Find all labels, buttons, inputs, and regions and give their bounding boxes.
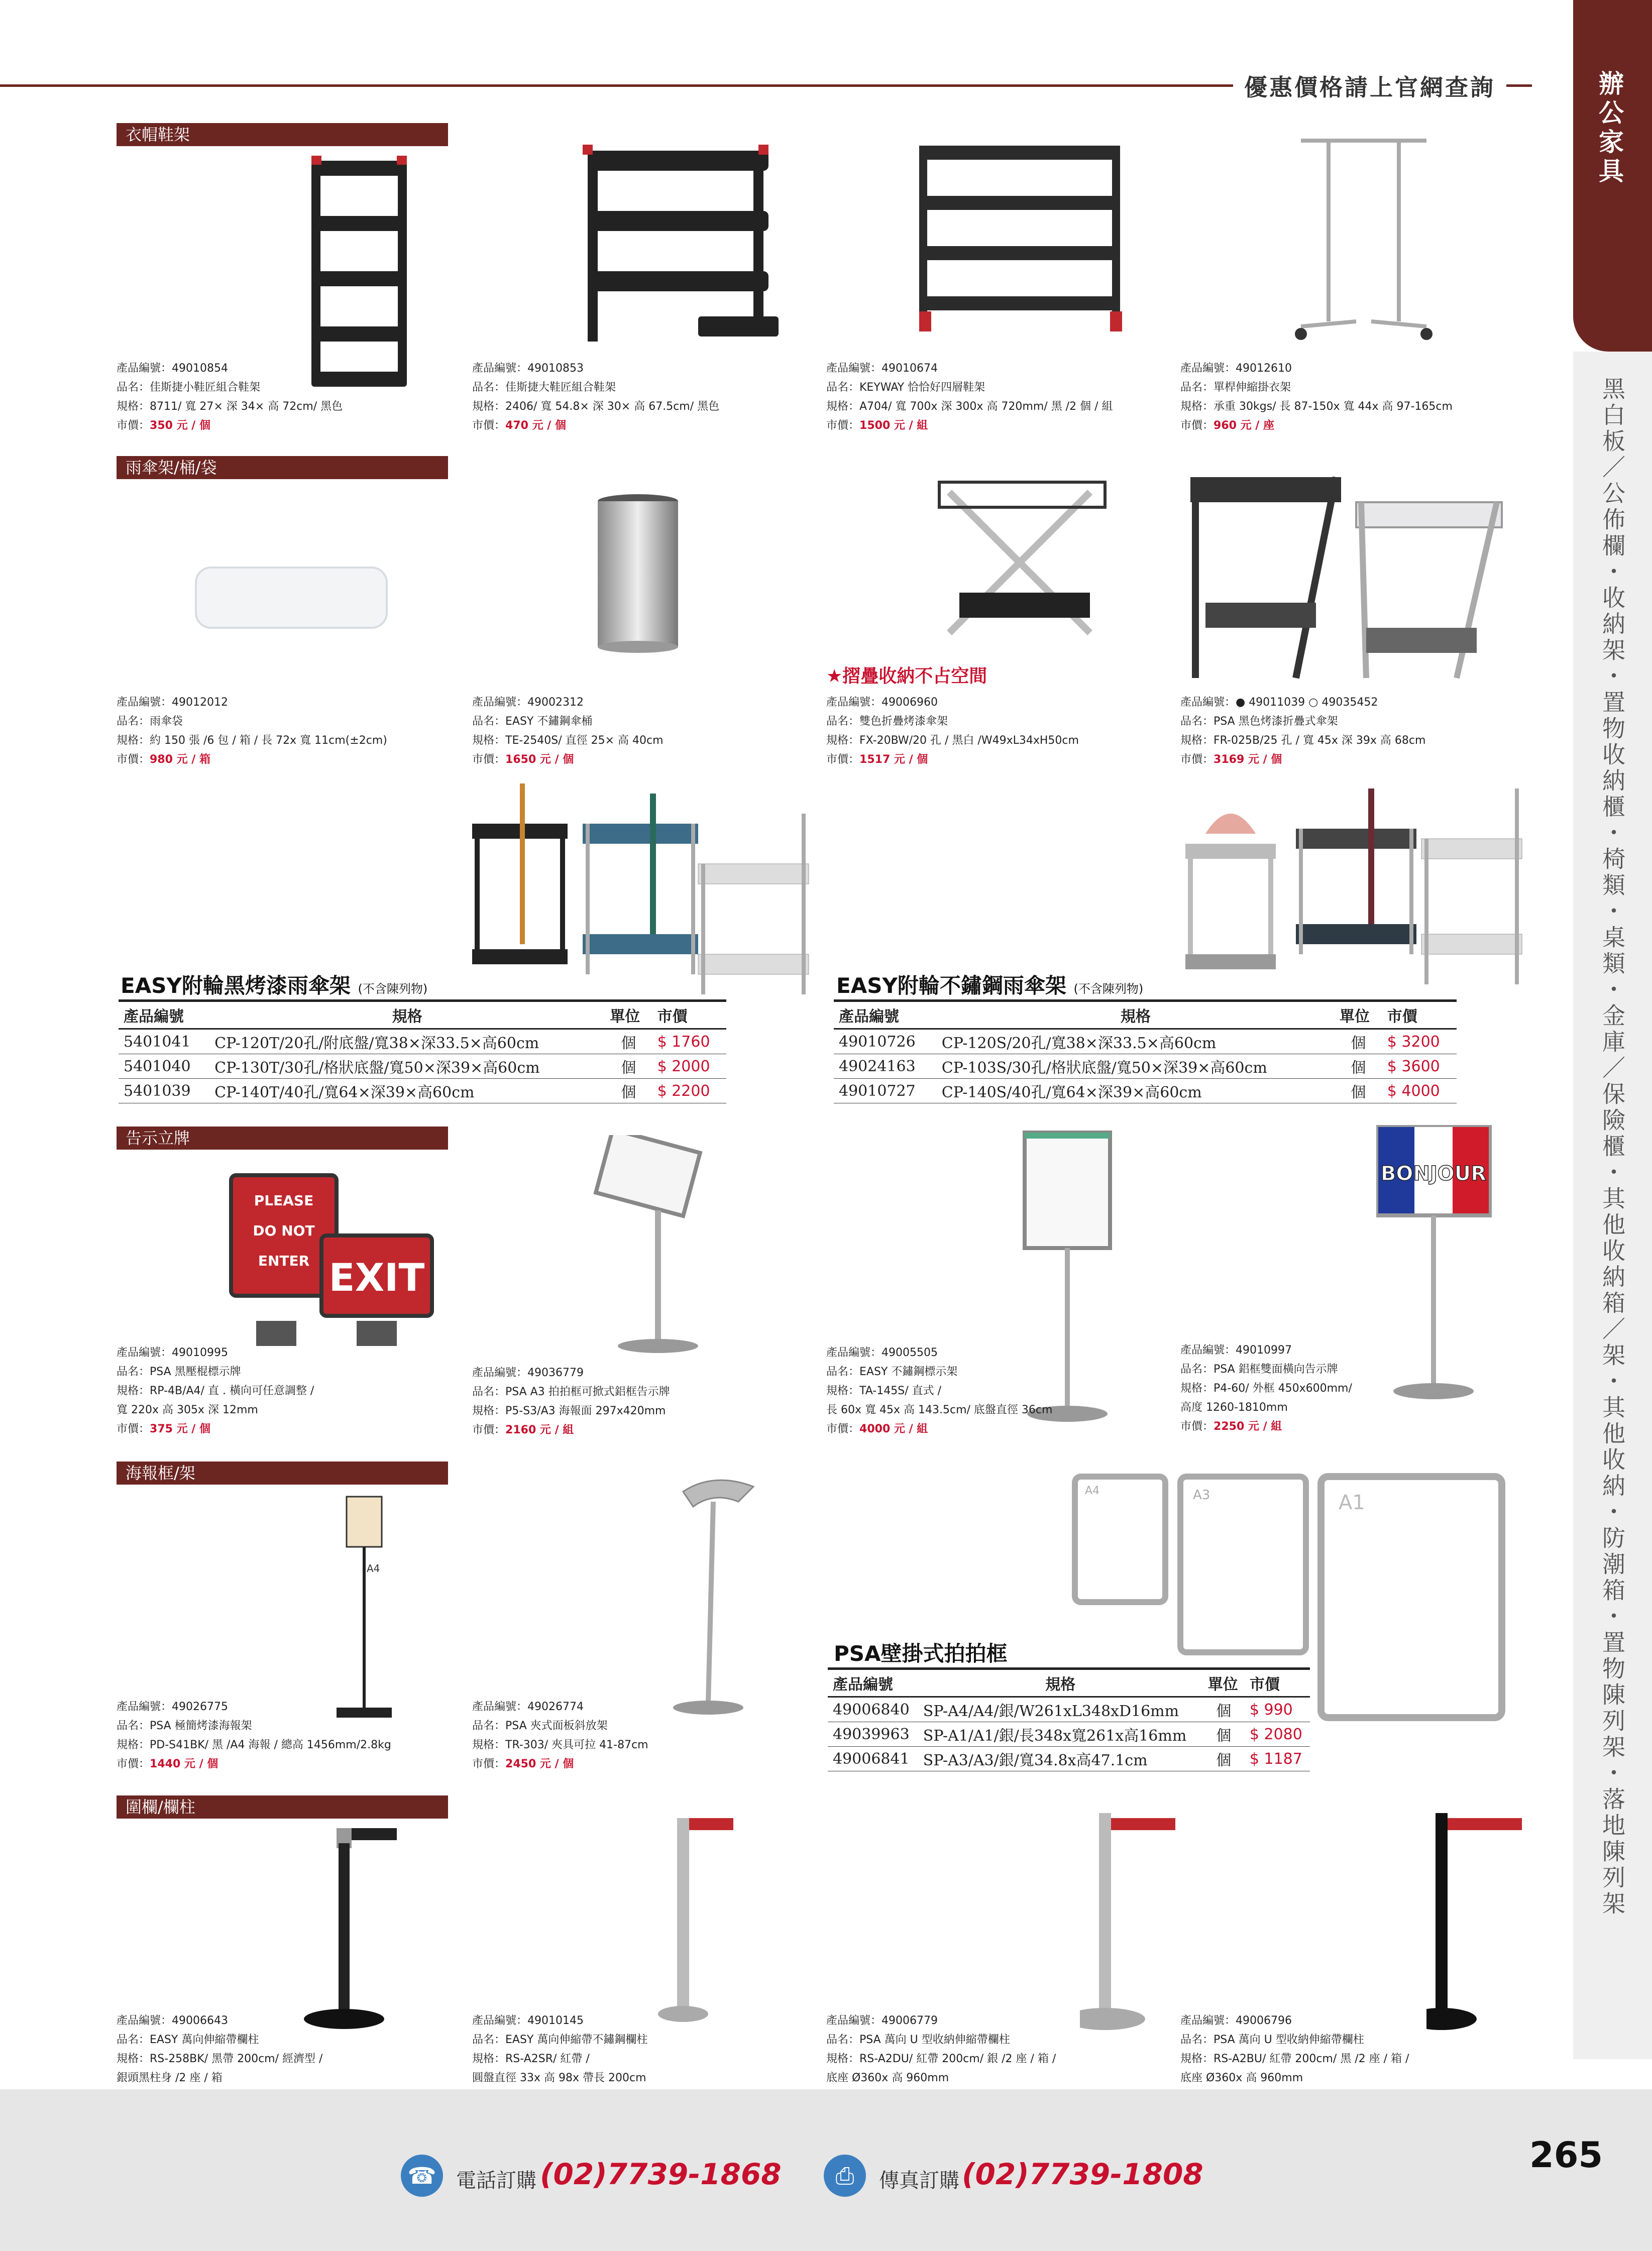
cell-code: 49024163 xyxy=(834,1054,937,1079)
a3-aluminum-sign-image xyxy=(593,1135,703,1356)
category-banner-barrier: 圍欄/欄柱 xyxy=(117,1795,448,1819)
col-spec: 規格 xyxy=(937,1001,1335,1029)
cell-price: $ 2080 xyxy=(1245,1722,1310,1747)
cell-unit: 個 xyxy=(605,1029,652,1054)
cell-code: 49006841 xyxy=(828,1747,918,1771)
table-row xyxy=(828,1722,1310,1747)
product-name: 品名：PSA 萬向 U 型收納伸縮帶欄柱 xyxy=(826,2034,1010,2046)
price-table-wall-frames xyxy=(828,1667,1310,1771)
category-banner-umbrella: 雨傘架/桶/袋 xyxy=(117,456,448,479)
product-spec-2: 銀頭黑柱身 /2 座 / 箱 xyxy=(117,2072,223,2084)
cell-unit: 個 xyxy=(1335,1054,1382,1079)
product-price: 市價：980 元 / 箱 xyxy=(117,753,210,766)
product-info-49006960 xyxy=(826,693,1079,769)
page-title: 優惠價格請上官網查詢 xyxy=(1233,69,1506,102)
phone-number[interactable]: (02)7739-1868 xyxy=(540,2157,782,2191)
product-code: 產品編號：49010997 xyxy=(1180,1344,1292,1357)
product-info-49036779 xyxy=(472,1364,670,1440)
cell-unit: 個 xyxy=(605,1079,652,1103)
cell-code: 49010726 xyxy=(834,1029,937,1054)
enter-text: ENTER xyxy=(258,1253,310,1269)
product-price: 市價：960 元 / 座 xyxy=(1180,419,1274,432)
product-name: 品名：PSA 萬向 U 型收納伸縮帶欄柱 xyxy=(1180,2034,1364,2046)
product-name: 品名：雨傘袋 xyxy=(117,715,183,728)
cell-unit: 個 xyxy=(605,1054,652,1079)
col-price: 市價 xyxy=(1382,1001,1457,1029)
price-table-black-umbrella-stand xyxy=(119,999,726,1103)
product-info-49012610 xyxy=(1180,359,1453,435)
product-name: 品名：EASY 不鏽鋼傘桶 xyxy=(472,715,593,728)
cell-spec: CP-130T/30孔/格狀底盤/寬50×深39×高60cm xyxy=(209,1054,605,1079)
table-row xyxy=(119,1079,726,1103)
stainless-umbrella-bucket-image xyxy=(593,492,683,658)
fax-label: 傳真訂購 xyxy=(879,2169,959,2192)
product-spec-2: 底座 Ø360x 高 960mm xyxy=(1180,2072,1303,2084)
product-spec: 規格：RS-258BK/ 黑帶 200cm/ 經濟型 / xyxy=(117,2053,323,2065)
product-price: 市價：350 元 / 個 xyxy=(117,419,210,432)
product-code: 產品編號：49006796 xyxy=(1180,2014,1292,2027)
product-spec: 規格：TA-145S/ 直式 / xyxy=(826,1385,942,1397)
product-price: 市價：1500 元 / 組 xyxy=(826,419,928,432)
frame-a1-label: A1 xyxy=(1339,1491,1365,1514)
product-price: 市價：2250 元 / 組 xyxy=(1180,1420,1282,1433)
silver-u-base-post-image xyxy=(1080,1803,1190,2039)
table-row xyxy=(828,1747,1310,1771)
cell-price: $ 4000 xyxy=(1382,1079,1457,1103)
cell-spec: CP-120S/20孔/寬38×深33.5×高60cm xyxy=(937,1029,1335,1054)
clip-panel-stand-image xyxy=(663,1472,763,1723)
product-info-49005505 xyxy=(826,1343,1052,1439)
cell-code: 49039963 xyxy=(828,1722,918,1747)
product-price: 市價：1650 元 / 個 xyxy=(472,753,574,766)
clothes-rack-image xyxy=(1291,136,1437,357)
table-row xyxy=(119,1029,726,1054)
shoe-rack-small-image xyxy=(301,151,417,392)
table-header-row xyxy=(119,1001,726,1029)
cell-price: $ 2000 xyxy=(652,1054,726,1079)
product-price: 市價：1440 元 / 個 xyxy=(117,1758,218,1770)
phone-icon: ☎ xyxy=(401,2155,443,2197)
cell-unit: 個 xyxy=(1203,1697,1245,1722)
product-name: 品名：EASY 萬向伸縮帶欄柱 xyxy=(117,2034,259,2046)
cell-unit: 個 xyxy=(1203,1722,1245,1747)
exit-text: EXIT xyxy=(328,1255,425,1300)
product-code: 產品編號：49012012 xyxy=(117,696,228,709)
side-menu[interactable]: 黑白板／公佈欄・收納架・置物收納櫃・椅類・桌類・金庫／保險櫃・其他收納箱／架・其他收納・防潮箱・置物陳列架・落地陳列架 xyxy=(1599,377,1626,1918)
col-code: 產品編號 xyxy=(828,1669,918,1697)
table-row xyxy=(119,1054,726,1079)
cell-code: 5401040 xyxy=(119,1054,209,1079)
product-code: 產品編號：49006643 xyxy=(117,2014,228,2027)
product-price: 市價：3169 元 / 個 xyxy=(1180,753,1282,766)
table-title-stainless-umbrella-stand: EASY附輪不鏽鋼雨傘架 (不含陳列物) xyxy=(836,973,1144,998)
bonjour-sign-stand-image xyxy=(1376,1125,1492,1406)
cell-code: 5401039 xyxy=(119,1079,209,1103)
product-price: 市價：1517 元 / 個 xyxy=(826,753,928,766)
cell-price: $ 1760 xyxy=(652,1029,726,1054)
col-code: 產品編號 xyxy=(119,1001,209,1029)
product-spec-2: 高度 1260-1810mm xyxy=(1180,1401,1288,1414)
product-code: 產品編號：49006960 xyxy=(826,696,938,709)
black-retractable-post-image xyxy=(301,1823,412,2034)
product-code: 產品編號：49010145 xyxy=(472,2014,584,2027)
product-spec: 規格：約 150 張 /6 包 / 箱 / 長 72x 寬 11cm(±2cm) xyxy=(117,734,387,747)
product-spec: 規格：RS-A2SR/ 紅帶 / xyxy=(472,2053,590,2065)
product-spec: 規格：TR-303/ 夾具可拉 41-87cm xyxy=(472,1739,648,1751)
please-text: PLEASE xyxy=(254,1192,314,1209)
product-spec: 規格：RS-A2DU/ 紅帶 200cm/ 銀 /2 座 / 箱 / xyxy=(826,2053,1056,2065)
frame-a4-label: A4 xyxy=(1085,1485,1100,1497)
product-price: 市價：2450 元 / 個 xyxy=(472,1758,574,1770)
product-spec: 規格：RS-A2BU/ 紅帶 200cm/ 黑 /2 座 / 箱 / xyxy=(1180,2053,1409,2065)
cell-spec: CP-103S/30孔/格狀底盤/寬50×深39×高60cm xyxy=(937,1054,1335,1079)
product-spec: 規格：FR-025B/25 孔 / 寬 45x 深 39x 高 68cm xyxy=(1180,734,1426,747)
product-spec: 規格：TE-2540S/ 直徑 25× 高 40cm xyxy=(472,734,664,747)
cell-code: 5401041 xyxy=(119,1029,209,1054)
product-info-49002312 xyxy=(472,693,664,769)
product-spec-2: 底座 Ø360x 高 960mm xyxy=(826,2072,949,2084)
category-banner-poster-frame: 海報框/架 xyxy=(117,1461,448,1485)
cell-price: $ 2200 xyxy=(652,1079,726,1103)
product-spec: 規格：RP-4B/A4/ 直 . 橫向可任意調整 / xyxy=(117,1385,314,1397)
cell-spec: CP-140T/40孔/寬64×深39×高60cm xyxy=(209,1079,605,1103)
product-code: 產品編號：● 49011039 ○ 49035452 xyxy=(1180,696,1378,709)
product-info-49010997 xyxy=(1180,1341,1352,1436)
product-code: 產品編號：49012610 xyxy=(1180,362,1292,375)
table-row xyxy=(834,1054,1457,1079)
product-price: 市價：470 元 / 個 xyxy=(472,419,566,432)
bonjour-text: BONJOUR xyxy=(1380,1162,1487,1185)
table-title-black-umbrella-stand: EASY附輪黑烤漆雨傘架 (不含陳列物) xyxy=(121,973,428,998)
product-code: 產品編號：49005505 xyxy=(826,1346,938,1359)
col-unit: 單位 xyxy=(605,1001,652,1029)
product-info-49010853 xyxy=(472,359,719,435)
product-price: 市價：2160 元 / 組 xyxy=(472,1424,574,1436)
product-info-49026775 xyxy=(117,1698,391,1774)
product-name: 品名：雙色折疊烤漆傘架 xyxy=(826,715,948,728)
stainless-wheeled-umbrella-stand-image xyxy=(1175,783,1527,994)
product-price: 市價：4000 元 / 組 xyxy=(826,1423,928,1435)
cell-price: $ 3600 xyxy=(1382,1054,1457,1079)
product-name: 品名：KEYWAY 恰恰好四層鞋架 xyxy=(826,381,985,394)
table-row xyxy=(828,1697,1310,1722)
phone-label: 電話訂購 xyxy=(456,2169,536,2192)
product-spec: 規格：P5-S3/A3 海報面 297x420mm xyxy=(472,1405,666,1417)
fold-note: ★摺疊收納不占空間 xyxy=(826,666,987,687)
table-row xyxy=(834,1079,1457,1103)
product-name: 品名：PSA 鋁框雙面橫向告示牌 xyxy=(1180,1363,1338,1376)
cell-spec: SP-A4/A4/銀/W261xL348xD16mm xyxy=(918,1697,1203,1722)
product-name: 品名：PSA 黑壓棍標示牌 xyxy=(117,1366,241,1378)
col-price: 市價 xyxy=(1245,1669,1310,1697)
product-info-49012012 xyxy=(117,693,387,769)
product-info-49026774 xyxy=(472,1698,648,1774)
product-name: 品名：佳斯捷大鞋匠組合鞋架 xyxy=(472,381,616,394)
product-spec-2: 圓盤直徑 33x 高 98x 帶長 200cm xyxy=(472,2072,646,2084)
product-name: 品名：PSA 極簡烤漆海報架 xyxy=(117,1720,252,1732)
product-info-49011039 xyxy=(1180,693,1425,769)
cell-spec: SP-A3/A3/銀/寬34.8x高47.1cm xyxy=(918,1747,1203,1771)
product-spec: 規格：承重 30kgs/ 長 87-150x 寬 44x 高 97-165cm xyxy=(1180,400,1453,413)
folding-umbrella-stand-image xyxy=(929,472,1120,663)
product-info-49010854 xyxy=(117,359,343,435)
product-spec: 規格：P4-60/ 外框 450x600mm/ xyxy=(1180,1382,1352,1395)
please-do-not-enter-sign-image xyxy=(226,1170,437,1361)
product-spec: 規格：PD-S41BK/ 黑 /A4 海報 / 總高 1456mm/2.8kg xyxy=(117,1739,391,1751)
side-tab-label[interactable]: 辦公家具 xyxy=(1595,70,1624,187)
umbrella-bag-image xyxy=(191,562,392,633)
product-info-49010674 xyxy=(826,359,1113,435)
table-row xyxy=(834,1029,1457,1054)
col-unit: 單位 xyxy=(1335,1001,1382,1029)
cell-unit: 個 xyxy=(1335,1079,1382,1103)
cell-price: $ 3200 xyxy=(1382,1029,1457,1054)
cell-price: $ 990 xyxy=(1245,1697,1310,1722)
product-info-49010995 xyxy=(117,1343,314,1439)
table-title-wall-frames: PSA壁掛式拍拍框 xyxy=(834,1641,1008,1666)
product-code: 產品編號：49036779 xyxy=(472,1367,584,1379)
product-spec: 規格：2406/ 寬 54.8× 深 30× 高 67.5cm/ 黑色 xyxy=(472,400,720,413)
col-spec: 規格 xyxy=(918,1669,1203,1697)
product-name: 品名：EASY 不鏽鋼標示架 xyxy=(826,1366,958,1378)
product-code: 產品編號：49010674 xyxy=(826,362,938,375)
price-table-stainless-umbrella-stand xyxy=(834,999,1457,1103)
cell-spec: CP-120T/20孔/附底盤/寬38×深33.5×高60cm xyxy=(209,1029,605,1054)
cell-code: 49006840 xyxy=(828,1697,918,1722)
fax-icon: ⎙ xyxy=(824,2155,866,2197)
footer xyxy=(0,2089,1652,2251)
poster-a4-label: A4 xyxy=(367,1562,380,1574)
product-name: 品名：PSA 黑色烤漆折疊式傘架 xyxy=(1180,715,1338,728)
product-price: 市價：375 元 / 個 xyxy=(117,1423,210,1435)
category-banner-signage: 告示立牌 xyxy=(117,1127,448,1150)
stainless-retractable-post-image xyxy=(658,1808,758,2029)
product-code: 產品編號：49010854 xyxy=(117,362,228,375)
product-name: 品名：單桿伸縮掛衣架 xyxy=(1180,381,1291,394)
do-not-text: DO NOT xyxy=(253,1222,315,1239)
product-name: 品名：佳斯捷小鞋匠組合鞋架 xyxy=(117,381,261,394)
col-unit: 單位 xyxy=(1203,1669,1245,1697)
cell-spec: SP-A1/A1/銀/長348x寬261x高16mm xyxy=(918,1722,1203,1747)
cell-price: $ 1187 xyxy=(1245,1747,1310,1771)
product-code: 產品編號：49026775 xyxy=(117,1701,228,1713)
product-code: 產品編號：49026774 xyxy=(472,1701,584,1713)
product-spec-2: 寬 220x 高 305x 深 12mm xyxy=(117,1404,258,1416)
page-number: 265 xyxy=(1529,2134,1603,2176)
product-spec: 規格：FX-20BW/20 孔 / 黑白 /W49xL34xH50cm xyxy=(826,734,1079,747)
product-name: 品名：PSA 夾式面板斜放架 xyxy=(472,1720,608,1732)
col-spec: 規格 xyxy=(209,1001,605,1029)
table-header-row xyxy=(828,1669,1310,1697)
product-code: 產品編號：49010853 xyxy=(472,362,584,375)
cell-spec: CP-140S/40孔/寬64×深39×高60cm xyxy=(937,1079,1335,1103)
product-spec: 規格：A704/ 寬 700x 深 300x 高 720mm/ 黑 /2 個 / 組 xyxy=(826,400,1113,413)
black-wheeled-umbrella-stand-image xyxy=(462,783,834,1009)
cell-code: 49010727 xyxy=(834,1079,937,1103)
poster-stand-image xyxy=(321,1492,417,1733)
cell-unit: 個 xyxy=(1203,1747,1245,1771)
product-code: 產品編號：49002312 xyxy=(472,696,584,709)
category-banner-coat-shoe-rack: 衣帽鞋架 xyxy=(117,123,448,146)
cell-unit: 個 xyxy=(1335,1029,1382,1054)
product-code: 產品編號：49006779 xyxy=(826,2014,938,2027)
col-price: 市價 xyxy=(652,1001,726,1029)
black-u-base-post-image xyxy=(1426,1803,1532,2039)
product-spec-2: 長 60x 寬 45x 高 143.5cm/ 底盤直徑 36cm xyxy=(826,1404,1053,1416)
product-name: 品名：EASY 萬向伸縮帶不鏽鋼欄柱 xyxy=(472,2034,648,2046)
fax-number[interactable]: (02)7739-1808 xyxy=(962,2157,1203,2191)
product-code: 產品編號：49010995 xyxy=(117,1346,228,1359)
product-spec: 規格：8711/ 寬 27× 深 34× 高 72cm/ 黑色 xyxy=(117,400,343,413)
frame-a3-label: A3 xyxy=(1193,1488,1210,1503)
four-tier-shoe-rack-image xyxy=(909,141,1130,336)
product-name: 品名：PSA A3 拍拍框可掀式鋁框告示牌 xyxy=(472,1386,670,1398)
col-code: 產品編號 xyxy=(834,1001,937,1029)
table-header-row xyxy=(834,1001,1457,1029)
shoe-rack-large-image xyxy=(573,141,784,352)
psa-folding-umbrella-stand-image xyxy=(1185,462,1507,683)
